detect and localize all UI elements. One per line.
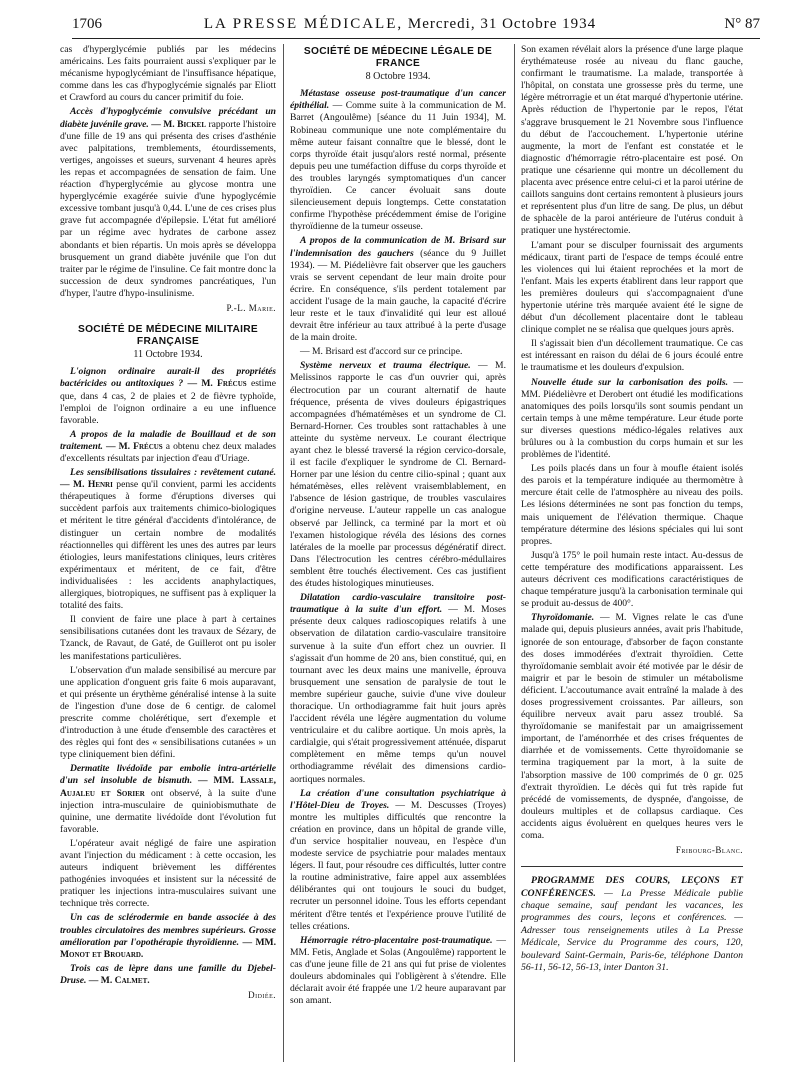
article — [290, 592, 506, 786]
article-author: — MM. Monot et Brouard. — [60, 936, 276, 960]
signature: P.-L. Marie. — [226, 302, 276, 313]
issue-date: Mercredi, 31 Octobre 1934 — [407, 16, 597, 32]
article-heading: Un cas de sclérodermie en bande associée à des troubles circulatoires des membres supérieurs. Grosse amélioration par l'opothérapie thyroïdienne. — [60, 912, 276, 948]
page-header — [40, 14, 760, 38]
paragraph: Il s'agissait bien d'un décollement traumatique. Ce cas est intéressant en raison du délai de 6 jours écoulé entre le traumatisme et les douleurs d'expulsion. — [521, 338, 743, 374]
paragraph: cas d'hyperglycémie publiés par les médecins américains. Les faits pourraient aussi s'expliquer par le mécanisme hypoglycémiant de l'insuffisance hépatique, comme dans les cas d'hypoglycémie signalés par Eliott et Crawford au cours du cancer primitif du foie. — [60, 44, 276, 104]
article-heading: Thyroïdomanie. — [531, 612, 595, 624]
journal-title — [40, 16, 760, 33]
article-text: — M. Melissinos rapporte le cas d'un ouvrier qui, après électrocution par un courant alternatif de haute fréquence, présenta de vives douleurs épigastriques accompagnées d'hématémèses et un syndrome de Cl. Bernard-Horner. Ces troubles sont rattachables à une atteinte du système nerveux. Le courant électrique ayant chez le blessé traversé la région cervico-dorsale, il est facile d'expliquer le syndrome de Cl. Bernard-Horner par une lésion du centre cilio-spinal ; quant aux hématémèses, elles relèvent vraisemblablement, en l'absence de lésion gastrique, de troubles vasculaires d'origine nerveuse. L'auteur rappelle un cas analogue observé par Jellinck, ca terminé par la mort et où l'examen histologique révéla des lésions des cornes latérales de la moelle par processus dégénératif direct. Dans l'électrocution les centres cérébro-médullaires semblent être touchés électivement. Ces cas justifient des études histologiques minutieuses. — [290, 360, 506, 590]
article — [290, 935, 506, 1008]
article-text: ont observé, à la suite d'une injection intra-musculaire de quiniobismuthate de quinine, une dermatite livédoïde dont l'évolution fut favorable. — [60, 787, 276, 835]
article-heading: Dilatation cardio-vasculaire transitoire post-traumatique à la suite d'un effort. — [290, 592, 506, 616]
article-heading: Trois cas de lèpre dans une famille du Djebel-Druse. — [60, 962, 276, 986]
article-text: — M. Moses présente deux calques radioscopiques relatifs à une observation de dilatation cardio-vasculaire transitoire survenue à la suite d'un effort chez un ouvrier. Il s'agissait d'un homme de 20 ans, bien constitué, qui, en tournant avec les deux mains une manivelle, éprouva brusquement une sensation de paralysie de tout le membre supérieur gauche, suivie d'une vive douleur thoracique. Un orthodiagramme fait huit jours après l'accident révéla une légère augmentation du volume ventriculaire et du calibre aortique. Un mois après, la cardialgie, qui s'était progressivement atténuée, disparut complètement en même temps qu'un nouvel orthodiagramme révélait des dimensions cardio-aortiques normales. — [290, 604, 507, 785]
journal-name: LA PRESSE MÉDICALE, — [203, 16, 404, 32]
section-date: 8 Octobre 1934. — [365, 71, 431, 83]
article — [60, 366, 276, 426]
article-text: rapporte l'histoire d'une fille de 19 ans qui présenta des crises d'asthénie avec palpitations, tremblements, étourdissements, vertiges, angoisses et sueurs, survenant 4 heures après les repas et accompagnées de sensation de faim. Une réaction d'hyperglycémie au glycose montra une hyperglycémie exagérée suivie d'une hypoglycémie excessive tombant jusqu'à 0,44. L'une de ces crises plus grave fut accompagnée d'épilepsie. L'état fut amélioré par un régime avec hydrates de carbone assez abondants et bien répartis. Un mois après se développa brusquement un grand diabète juvénile que l'on dut traiter par le régime de l'insuline. Ce fait montre donc la succession de deux syndromes pancréatiques, l'un d'hyper, l'autre d'hypo-insulinisme. — [60, 118, 276, 299]
paragraph: Son examen révélait alors la présence d'une large plaque érythémateuse rosée au niveau du flanc gauche, confirmant le traumatisme. La malade, transportée à l'hôpital, on constata une grossesse près du terme, une légère métrorragie et un état marqué d'hypertonie utérine. Après réduction de l'hypertonie par le repos, l'état s'aggrave brusquement le 21 Novembre sous l'influence du début de l'accouchement. L'hypertonie utérine augmente, la mort de l'enfant est constatée et le diagnostic d'hémorragie rétro-placentaire est posé. On pratique une césarienne qui montre un décollement du placenta avec présence entre celui-ci et la paroi utérine de caillots sanguins dont certains remontent à plusieurs jours et représentent plus d'un litre de sang. De plus, un début de sphacèle de la paroi antérieure de l'utérus conduit à pratiquer une hystérectomie. — [521, 44, 743, 237]
page-number: 1706 — [72, 16, 102, 32]
paragraph: — M. Brisard est d'accord sur ce principe. — [300, 346, 463, 358]
column-2 — [290, 44, 506, 1009]
article — [60, 763, 276, 836]
article-heading: A propos de la maladie de Bouillaud et de son traitement. — [60, 428, 276, 452]
article — [60, 963, 276, 987]
divider — [521, 866, 743, 867]
article-heading: L'oignon ordinaire aurait-il des propriétés bactéricides ou antitoxiques ? — [60, 366, 276, 390]
paragraph: L'observation d'un malade sensibilisé au mercure par une application d'onguent gris faite 6 mois auparavant, et qui présente un érythème généralisé intense à la suite de l'ingestion d'une dose de 6 centigr. de calomel prescrite comme cholérétique, sert d'exemple et d'introduction à une étude d'ensemble des caractères et des règles qui font des « sensibilisations cutanées » un type cliniquement bien défini. — [60, 664, 276, 761]
program-text: — La Presse Médicale publie chaque semaine, sauf pendant les vacances, les programmes des cours, leçons et conférences. — Adresser tous renseignements utiles à La Presse Médicale, Service du Programme des cours, 120, boulevard Saint-Germain, Paris-6e, téléphone Danton 56-11, 56-12, 56-13, inter Danton 31. — [521, 887, 744, 974]
signature: Fribourg-Blanc. — [675, 845, 743, 856]
article — [521, 612, 743, 842]
article-heading: Nouvelle étude sur la carbonisation des poils. — [531, 376, 729, 388]
paragraph: L'opérateur avait négligé de faire une aspiration avant l'injection du médicament : à cette occasion, les auteurs indiquent brièvement les différentes pathogénies invoquées et insistent sur la nécessité de pratiquer les injections intra-musculaires suivant une technique très correcte. — [60, 837, 276, 910]
article — [290, 360, 506, 590]
article-heading: Les sensibilisations tissulaires : revêtement cutané. — [70, 467, 276, 479]
column-3 — [521, 44, 743, 976]
article — [60, 106, 276, 300]
article-text: — MM. Piédelièvre et Derobert ont étudié les modifications anatomiques des poils lorsqu'ils sont soumis pendant un certain temps à une même température. Leur étude porte sur diverses questions médico-légales relatives aux brûlures ou à la combustion du corps humain et sur les problèmes de l'identité. — [521, 376, 744, 461]
article — [290, 235, 506, 344]
article-author: — M. Calmet. — [88, 974, 150, 986]
article-heading: A propos de la communication de M. Brisard sur l'indemnisation des gauchers — [290, 235, 506, 259]
article-author: — MM. Lassale, Aujaleu et Sorier — [60, 775, 276, 799]
section-title: SOCIÉTÉ DE MÉDECINE MILITAIRE FRANÇAISE — [77, 324, 258, 348]
article-text: estime que, dans 4 cas, 2 de plaies et 2 de fièvre typhoïde, l'emploi de l'oignon ordinaire a eu une influence favorable. — [60, 378, 276, 426]
article-author: — M. Henri — [60, 479, 113, 491]
article-text: (séance du 9 Juillet 1934). — M. Piédelièvre fait observer que les gauchers vrais se servent cependant de leur main droite pour écrire. En conséquence, s'ils perdent totalement par accident l'usage de la main gauche, la capacité d'écrire leur reste et le taux d'invalidité qui leur est alloué devrait être inférieur au taux attribué à la perte d'usage de la main droite. — [290, 247, 506, 344]
article — [60, 429, 276, 465]
issue-number: N° 87 — [724, 16, 760, 32]
article-heading: Système nerveux et trauma électrique. — [300, 360, 471, 372]
signature: Didiée. — [248, 990, 276, 1001]
column-separator — [514, 44, 515, 1062]
program-notice — [521, 875, 743, 974]
article-text: — M. Descusses (Troyes) montre les multiples difficultés que rencontre la création en province, dans un hôpital de grande ville, d'un service hospitalier nouveau, en l'espèce d'un modeste service de psychiatrie pour malades mentaux légers. Il faut, pour résoudre ces difficultés, lutter contre la routine administrative, faire appel aux assemblées délibérantes qui ont toujours le souci du budget, recruter un personnel idoine. Tous les efforts cependant méritent d'être tentés et l'expérience prouve l'utilité de telles créations. — [290, 799, 506, 932]
article — [290, 788, 506, 933]
article — [60, 912, 276, 960]
article — [290, 88, 506, 233]
article — [60, 467, 276, 612]
article-author: — M. Frécus — [105, 440, 163, 452]
article-text: — MM. Fetis, Anglade et Solas (Angoulême) rapportent le cas d'une jeune fille de 21 ans qui fut prise de violentes douleurs abdominales qui l'obligèrent à s'étendre. Elle déclarait avoir été frappée une 1/2 heure auparavant par son amant. — [290, 934, 506, 1007]
paragraph: Les poils placés dans un four à moufle étaient isolés des parois et la température indiquée au thermomètre à mercure était celle de l'atmosphère au niveau des poils. Les lésions déterminées ne sont pas fonction du temps, mais uniquement de l'élévation thermique. Chaque température détermine des lésions spéciales qui lui sont propres. — [521, 463, 743, 547]
article-text: pense qu'il convient, parmi les accidents thérapeutiques à forme d'éruptions diverses qui succèdent parfois aux traitements chimico-biologiques et méritent le titre général d'accidents d'intolérance, de distinguer un certain nombre de modalités réactionnelles qui diffèrent les unes des autres par leurs étiologies, leurs manifestations cliniques, leurs critères expérimentaux et méritent, de ce fait, d'être individualisées : les accidents anaphylactiques, allergiques, biotropiques, ne suffisent pas à expliquer la totalité des faits. — [60, 479, 276, 612]
section-date: 11 Octobre 1934. — [133, 349, 203, 361]
column-1 — [60, 44, 276, 1009]
section-title: SOCIÉTÉ DE MÉDECINE LÉGALE DE FRANCE — [303, 46, 493, 70]
paragraph: Jusqu'à 175° le poil humain reste intact. Au-dessus de cette température des modifications apparaissent. Les auteurs décrivent ces modifications caractéristiques de chaque température jusqu'à la carbonisation terminale qui se produit au-dessus de 400°. — [521, 549, 743, 610]
article-heading: Hémorragie rétro-placentaire post-traumatique. — [300, 934, 493, 946]
article-heading: Accès d'hypoglycémie convulsive précédant un diabète juvénile grave. — [60, 106, 276, 130]
article-text: — M. Vignes relate le cas d'une malade qui, depuis plusieurs années, avait pris l'habitude, ignorée de son entourage, d'absorber de façon constante des doses immodérées d'extrait thyroïdien. Cette thyroïdomanie semblait avoir été motivée par le désir de maigrir et par le besoin de stimuler un métabolisme déficient. L'accoutumance avait entraîné la malade à des doses progressivement croissantes. Par ailleurs, son équilibre nerveux avait paru assez troublé. Sa thyroïdomanie se manifestait par un amaigrissement important, de l'aménorrhée et des crises fréquentes de diarrhée et de vomissements. Cette thyroïdomanie se termina tragiquement par la mort, à la suite de l'absorption massive de 100 comprimés de 0 gr. 025 d'extrait thyroïdien. Le décès qui fut très rapide fut précédé de vomissements, de dyspnée, d'angoisse, de douleurs multiples et de collapsus cardiaque. Ces accidents aigus évoluèrent en quelques heures vers le coma. — [521, 612, 743, 841]
article-author: — M. Bickel — [151, 118, 207, 130]
article-text: — Comme suite à la communication de M. Barret (Angoulême) [séance du 11 Juin 1934], M. Robineau communique une note complémentaire du même auteur faisant connaître que le blessé, dont le corps thyroïde était jusqu'alors resté normal, présente depuis peu une tuméfaction diffuse du corps thyroïde et des troubles laryngés symptomatiques d'un cancer thyroïdien. Ce cancer évoluait sans doute silencieusement depuis longtemps. Cette constatation confirme l'hypothèse précédemment émise de l'origine thyroïdienne de la tumeur osseuse. — [290, 100, 506, 233]
article-author: — M. Frécus — [187, 378, 247, 390]
column-separator — [283, 44, 284, 1062]
article-heading: Dermatite livédoïde par embolie intra-artérielle d'un sel insoluble de bismuth. — [60, 763, 276, 787]
article-heading: Métastase osseuse post-traumatique d'un cancer épithélial. — [290, 88, 506, 112]
paragraph: Il convient de faire une place à part à certaines sensibilisations cutanées dont les travaux de Sézary, de Tzanck, de Ravaut, de Gaté, de Guillerot ont pu isoler les manifestations particulières. — [60, 614, 276, 662]
article — [521, 377, 743, 462]
article-heading: La création d'une consultation psychiatrique à l'Hôtel-Dieu de Troyes. — [290, 787, 506, 811]
article-text: a obtenu chez deux malades d'excellents résultats par injection d'eau d'Uriage. — [60, 440, 277, 464]
paragraph: L'amant pour se disculper fournissait des arguments médicaux, tirant parti de l'espace de temps écoulé entre les violences qui lui étaient reprochées et la mort de l'enfant. Mais les experts établirent dans leur rapport que les premières douleurs qui s'accompagnaient d'une hypertonie utérine très marquée avaient été le signe de début d'un décollement placentaire dont le tableau clinique complet ne se réalisa que quelques jours après. — [521, 239, 743, 336]
header-rule — [72, 38, 760, 39]
program-title: PROGRAMME DES COURS, LEÇONS ET CONFÉRENCES. — [521, 875, 743, 899]
